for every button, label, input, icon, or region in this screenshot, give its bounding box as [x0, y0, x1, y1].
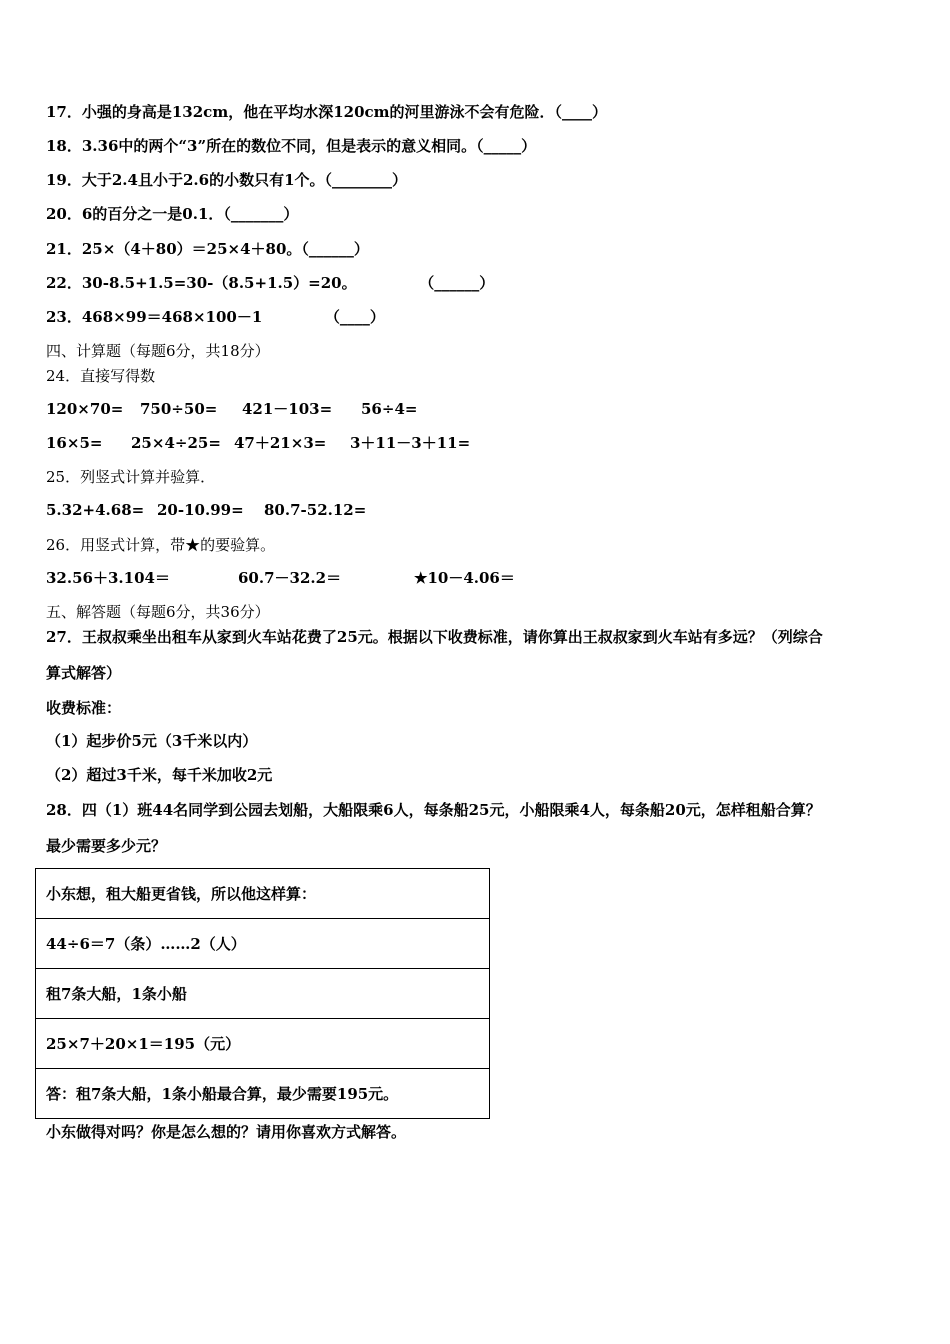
solution-table	[35, 868, 490, 1119]
calc-item: 25×4÷25=	[131, 434, 221, 452]
table-cell: 小东想，租大船更省钱，所以他这样算：	[36, 869, 490, 919]
calc-item: 421－103=	[242, 400, 333, 418]
calc-item: 5.32+4.68=	[46, 501, 145, 519]
calc-item: 32.56＋3.104＝	[46, 569, 170, 587]
table-row	[36, 969, 490, 1019]
calc-item: 20-10.99=	[157, 501, 244, 519]
calc-item: 120×70=	[46, 400, 124, 418]
fee-standard-title: 收费标准：	[46, 699, 122, 717]
fee-rule-2: （2）超过3千米，每千米加收2元	[46, 766, 273, 784]
table-cell: 25×7＋20×1＝195（元）	[36, 1019, 490, 1069]
question-18: 18．3.36中的两个“3”所在的数位不同，但是表示的意义相同。（_____）	[46, 137, 537, 155]
question-21: 21．25×（4＋80）＝25×4＋80。（______）	[46, 240, 369, 258]
calc-item: ★10－4.06＝	[414, 569, 515, 587]
calc-item: 56÷4=	[361, 400, 418, 418]
calc-item: 750÷50=	[140, 400, 218, 418]
question-28-line-2: 最少需要多少元？	[46, 837, 167, 855]
question-28-line-1: 28．四（1）班44名同学到公园去划船，大船限乘6人，每条船25元，小船限乘4人，每条船20元，怎样租船合算？	[46, 801, 821, 819]
question-20: 20．6的百分之一是0.1．（_______）	[46, 205, 299, 223]
question-22: 22．30-8.5+1.5=30-（8.5+1.5）=20。 （______）	[46, 274, 495, 292]
question-26-title: 26．用竖式计算，带★的要验算。	[46, 536, 276, 554]
table-cell: 租7条大船，1条小船	[36, 969, 490, 1019]
question-28-follow-up: 小东做得对吗？你是怎么想的？请用你喜欢方式解答。	[46, 1123, 407, 1141]
fee-rule-1: （1）起步价5元（3千米以内）	[46, 732, 258, 750]
question-19: 19．大于2.4且小于2.6的小数只有1个。（________）	[46, 171, 408, 189]
table-cell: 答：租7条大船，1条小船最合算，最少需要195元。	[36, 1069, 490, 1119]
question-27-line-1: 27．王叔叔乘坐出租车从家到火车站花费了25元。根据以下收费标准，请你算出王叔叔家到火车站有多远？（列综合	[46, 628, 823, 646]
calc-item: 80.7-52.12=	[264, 501, 367, 519]
section-5-title: 五、解答题（每题6分，共36分）	[46, 603, 270, 621]
calc-item: 60.7－32.2＝	[238, 569, 342, 587]
table-row	[36, 1019, 490, 1069]
section-4-title: 四、计算题（每题6分，共18分）	[46, 342, 270, 360]
calc-item: 47＋21×3=	[234, 434, 327, 452]
calc-item: 3＋11－3＋11=	[350, 434, 471, 452]
question-25-title: 25．列竖式计算并验算．	[46, 468, 216, 486]
table-row	[36, 1069, 490, 1119]
question-24-title: 24．直接写得数	[46, 367, 156, 385]
question-27-line-2: 算式解答）	[46, 664, 122, 682]
table-row	[36, 869, 490, 919]
question-17: 17．小强的身高是132cm，他在平均水深120cm的河里游泳不会有危险．（____）	[46, 103, 608, 121]
table-row	[36, 919, 490, 969]
question-23: 23．468×99＝468×100－1 （____）	[46, 308, 385, 326]
table-cell: 44÷6＝7（条）……2（人）	[36, 919, 490, 969]
calc-item: 16×5=	[46, 434, 103, 452]
